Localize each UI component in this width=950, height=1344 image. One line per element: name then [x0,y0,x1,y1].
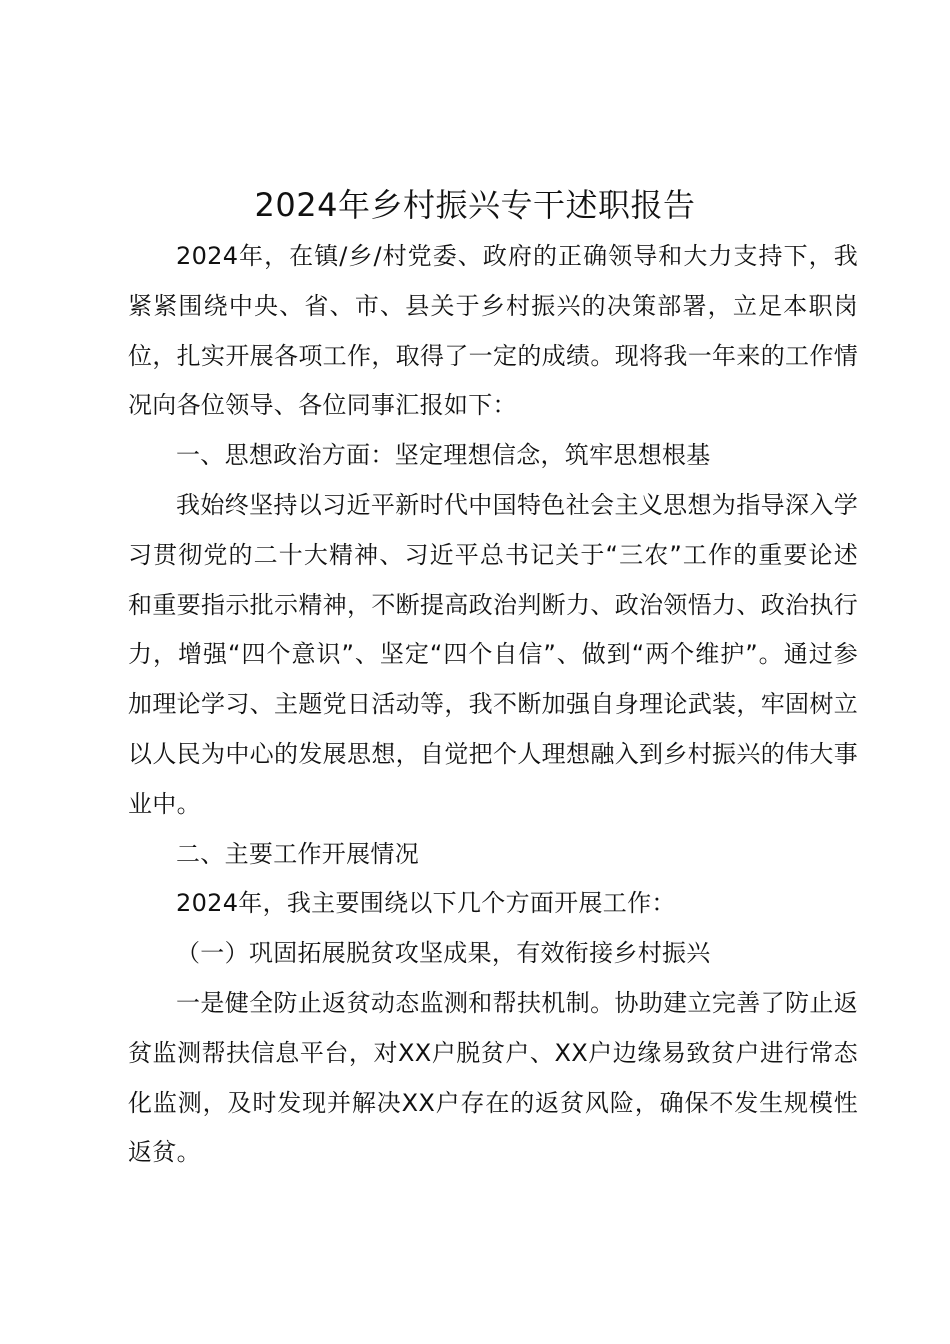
paragraph-main-work-intro: 2024年，我主要围绕以下几个方面开展工作： [176,889,676,918]
document-title: 2024年乡村振兴专干述职报告 [254,186,696,224]
document-body [128,232,858,1178]
subheading-poverty: （一）巩固拓展脱贫攻坚成果，有效衔接乡村振兴 [176,939,711,968]
heading-main-work: 二、主要工作开展情况 [176,839,419,868]
paragraph-poverty-monitoring: 一是健全防止返贫动态监测和帮扶机制。协助建立完善了防止返贫监测帮扶信息平台，对XX户脱贫户、XX户边缘易致贫户进行常态化监测，及时发现并解决XX户存在的返贫风险，确保不发生规模性返贫。 [128,988,858,1167]
paragraph-intro: 2024年，在镇/乡/村党委、政府的正确领导和大力支持下，我紧紧围绕中央、省、市、县关于乡村振兴的决策部署，立足本职岗位，扎实开展各项工作，取得了一定的成绩。现将我一年来的工作情况向各位领导、各位同事汇报如下： [128,242,858,420]
heading-ideology: 一、思想政治方面：坚定理想信念，筑牢思想根基 [176,441,711,470]
paragraph-ideology: 我始终坚持以习近平新时代中国特色社会主义思想为指导深入学习贯彻党的二十大精神、习近平总书记关于“三农”工作的重要论述和重要指示批示精神，不断提高政治判断力、政治领悟力、政治执行力，增强“四个意识”、坚定“四个自信”、做到“两个维护”。通过参加理论学习、主题党日活动等，我不断加强自身理论武装，牢固树立以人民为中心的发展思想，自觉把个人理想融入到乡村振兴的伟大事业中。 [128,490,858,818]
